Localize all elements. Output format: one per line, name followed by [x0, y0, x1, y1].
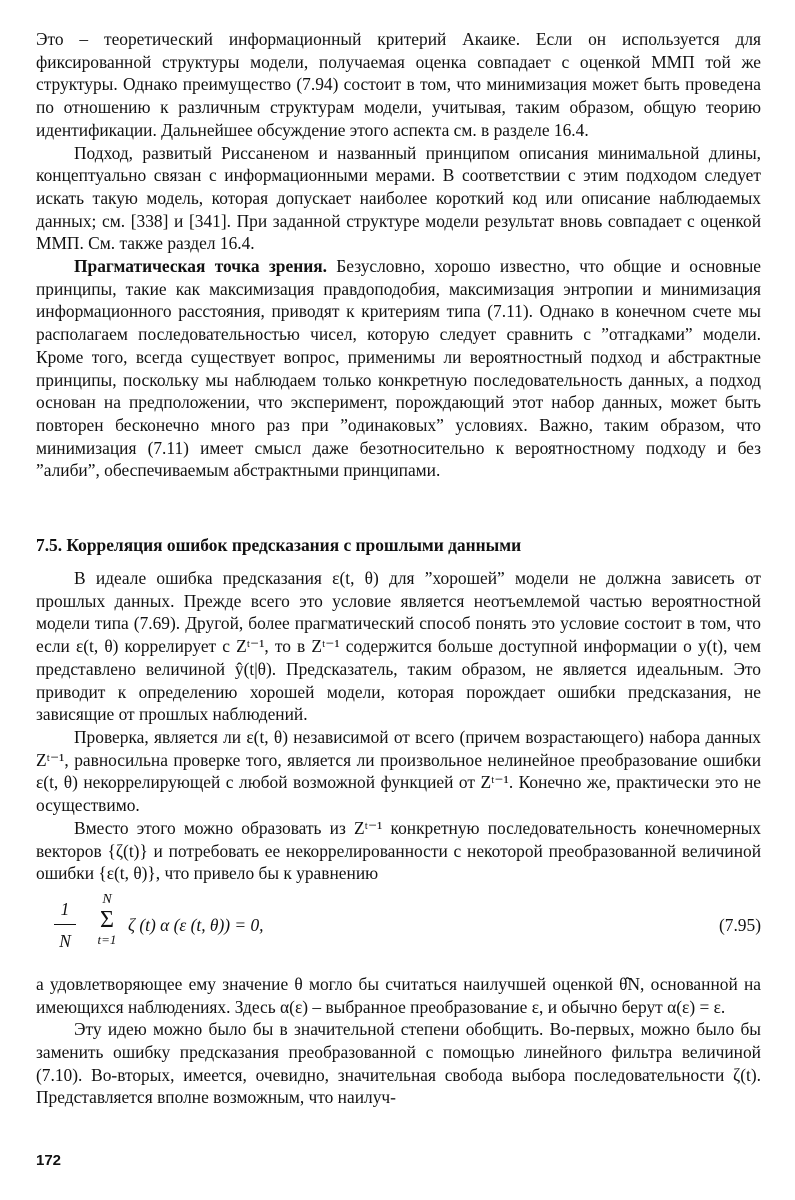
paragraph-akaike: Это – теоретический информационный критерий Акаике. Если он используется для фиксированной структуры модели, получаемая оценка совпадает с оценкой ММП той же структуры. Однако преимущество (7.94) состоит в том, что минимизация может быть проведена по отношению к различным структурам модели, учитывая, таким образом, общую теорию идентификации. Дальнейшее обсуждение этого аспекта см. в разделе 16.4. — [36, 29, 761, 140]
pragmatic-lead-heading: Прагматическая точка зрения. — [74, 256, 327, 277]
sum-lower-limit: t=1 — [97, 931, 117, 947]
equation-body: ζ (t) α (ε (t, θ)) = 0, — [128, 914, 264, 935]
paragraph-rissanen: Подход, развитый Риссаненом и названный принципом описания минимальной длины, концептуально связан с информационными мерами. В соответствии с этим подходом следует искать такую модель, которая допускает наиболее короткий код или описание наблюдаемых данных; см. [338] и [341]. При заданной структуре модели результат вновь совпадает с оценкой ММП. См. также раздел 16.4. — [36, 142, 761, 254]
equation-denominator: N — [59, 930, 71, 951]
equation-fraction — [54, 897, 76, 953]
equation-number: (7.95) — [718, 914, 761, 935]
equation-numerator: 1 — [60, 898, 70, 919]
summation-operator — [92, 891, 122, 949]
paragraph-independence-check: Проверка, является ли ε(t, θ) независимой от всего (причем возрастающего) набора данных Zᵗ⁻¹, равносильна проверке того, является ли произвольное нелинейное преобразование ошибки ε(t, θ) некоррелирующей с любой возможной функцией от Zᵗ⁻¹. Конечно же, практически это не осуществимо. — [36, 726, 761, 816]
pragmatic-body-text: Безусловно, хорошо известно, что общие и основные принципы, такие как максимизация правдоподобия, максимизация энтропии и минимизация информационного расстояния, приводят к критериям типа (7.11). Однако в конечном счете мы располагаем последовательностью чисел, которую следует сравнить с ”отгадками” модели. Кроме того, всегда существует вопрос, применимы ли вероятностный подход и абстрактные принципы, поскольку мы наблюдаем только конкретную последовательность данных, а подход основан на предположении, что эксперимент, порождающий этот набор данных, может быть повторен бесконечно много раз при ”одинаковых” условиях. Важно, таким образом, что минимизация (7.11) имеет смысл даже безотносительно к вероятностному подходу и без ”алиби”, обеспечиваемым абстрактными принципами. — [36, 256, 761, 481]
page-number: 172 — [36, 1152, 62, 1169]
paragraph-best-estimate: а удовлетворяющее ему значение θ могло бы считаться наилучшей оценкой θ̂N, основанной на имеющихся наблюдениях. Здесь α(ε) – выбранное преобразование ε, и обычно берут α(ε) = ε. — [36, 973, 761, 1017]
paragraph-pragmatic — [36, 255, 761, 482]
paragraph-ideal-error: В идеале ошибка предсказания ε(t, θ) для ”хорошей” модели не должна зависеть от прошлых данных. Прежде всего это условие является неотъемлемой частью вероятностной модели типа (7.69). Другой, более прагматический способ понять это условие состоит в том, что если ε(t, θ) коррелирует с Zᵗ⁻¹, то в Zᵗ⁻¹ содержится больше доступной информации о y(t), чем представлено величиной ŷ(t|θ). Предсказатель, таким образом, не является идеальным. Это приводит к определению хорошей модели, которая порождает ошибки предсказания, не зависящие от прошлых наблюдений. — [36, 568, 761, 725]
sum-upper-limit: N — [102, 891, 112, 907]
equation-7-95 — [36, 891, 761, 967]
fraction-bar — [54, 924, 76, 925]
paragraph-generalization: Эту идею можно было бы в значительной степени обобщить. Во-первых, можно было бы заменить ошибку предсказания преобразованной с помощью линейного фильтра величиной (7.10). Во-вторых, имеется, очевидно, значительная свобода выбора последовательности ζ(t). Представляется вполне возможным, что наилуч- — [36, 1019, 761, 1108]
sigma-symbol: Σ — [100, 906, 114, 933]
section-heading: 7.5. Корреляция ошибок предсказания с прошлыми данными — [36, 535, 522, 556]
paragraph-vector-sequence: Вместо этого можно образовать из Zᵗ⁻¹ конкретную последовательность конечномерных векторов {ζ(t)} и потребовать ее некоррелированности с некоторой преобразованной величиной ошибки {ε(t, θ)}, что привело бы к уравнению — [36, 817, 761, 884]
